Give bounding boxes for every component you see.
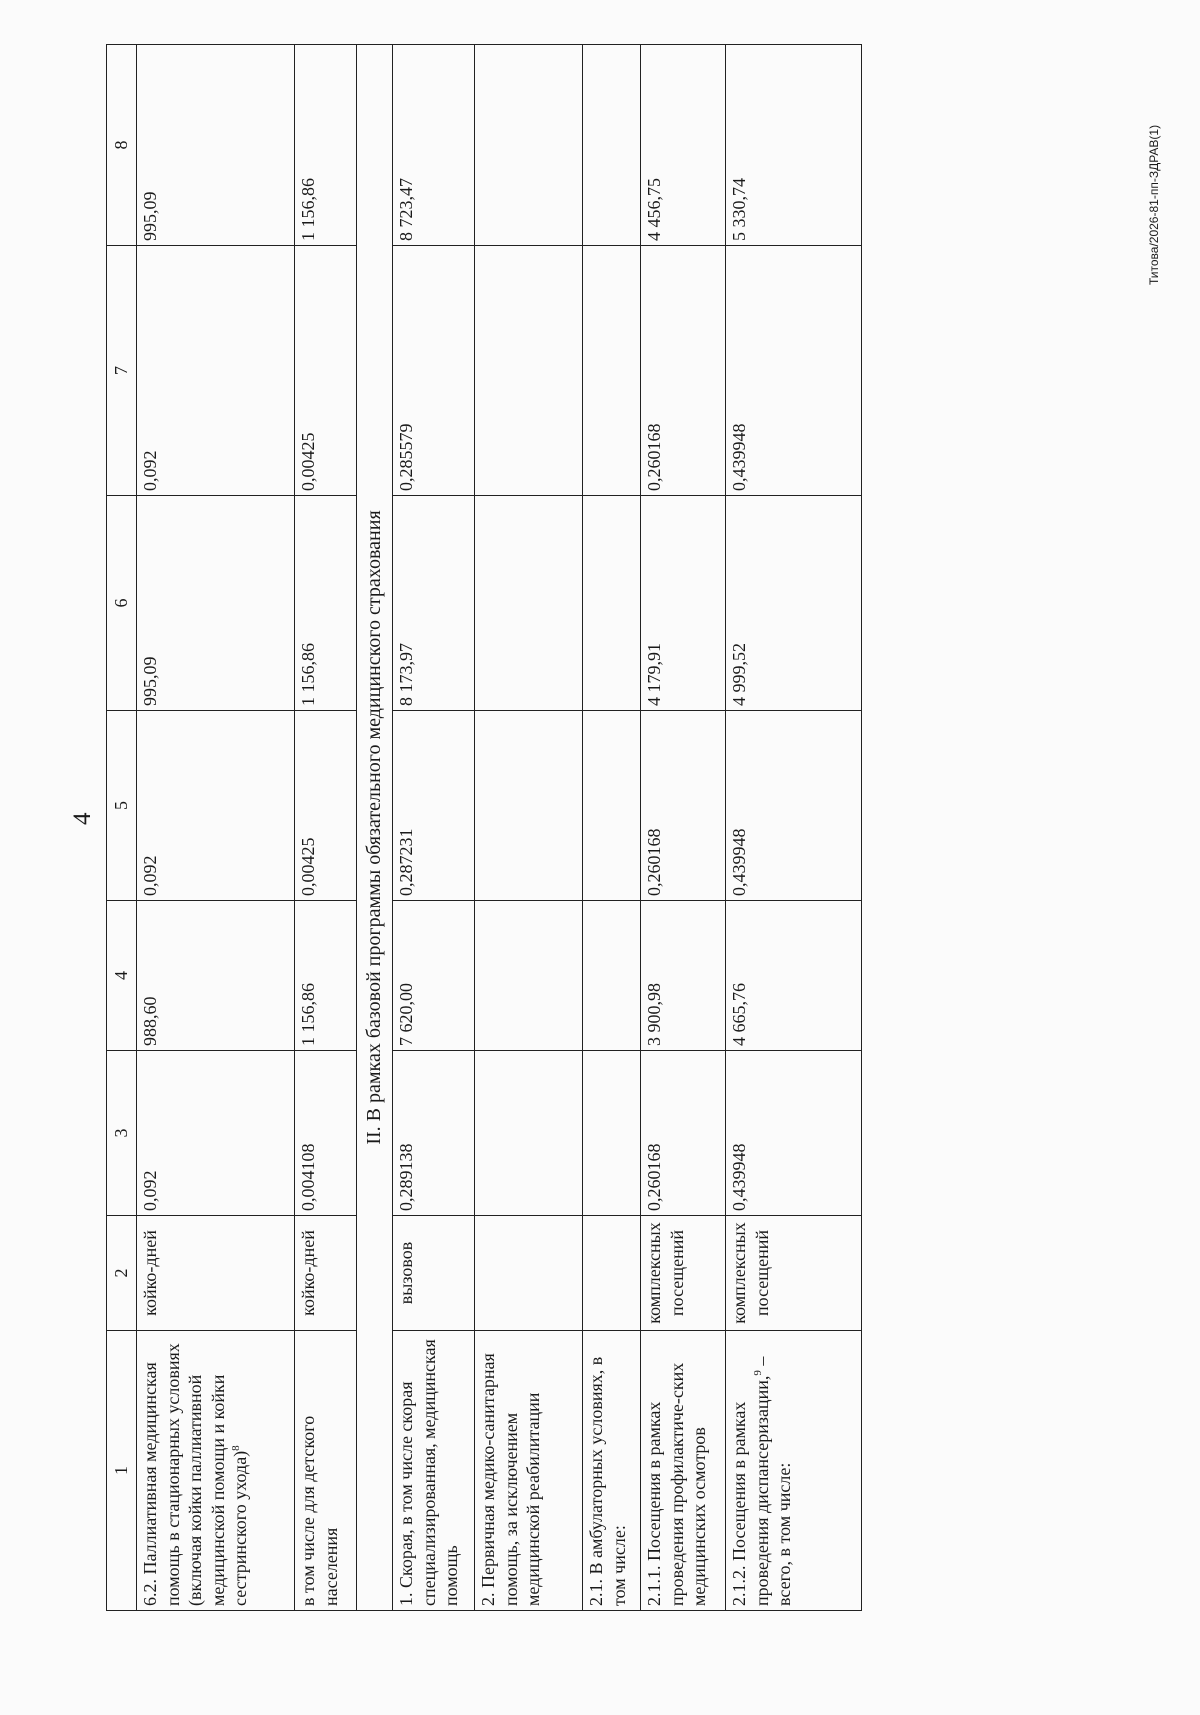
value-cell <box>475 496 583 711</box>
value-cell <box>475 901 583 1051</box>
value-cell: 988,60 <box>137 901 295 1051</box>
value-cell: 4 179,91 <box>641 496 726 711</box>
table-row <box>137 45 295 1611</box>
row-label: 2. Первичная медико-санитарная помощь, за исключением медицинской реабилитации <box>475 1331 583 1611</box>
unit-cell: койко-дней <box>137 1216 295 1331</box>
unit-cell <box>583 1216 641 1331</box>
unit-cell: комплексных посещений <box>726 1216 862 1331</box>
table-row <box>475 45 583 1611</box>
value-cell <box>583 901 641 1051</box>
value-cell <box>583 45 641 246</box>
row-label: 6.2. Паллиативная медицинская помощь в стационарных условиях (включая койки паллиативной медицинской помощи и койки сестринского ухода)$^8$ <box>137 1331 295 1611</box>
value-cell <box>583 496 641 711</box>
value-cell <box>583 246 641 496</box>
table-row <box>641 45 726 1611</box>
value-cell: 3 900,98 <box>641 901 726 1051</box>
unit-cell: вызовов <box>393 1216 475 1331</box>
value-cell: 1 156,86 <box>295 45 357 246</box>
value-cell: 4 456,75 <box>641 45 726 246</box>
page-number: 4 <box>69 812 96 825</box>
value-cell: 1 156,86 <box>295 901 357 1051</box>
value-cell: 995,09 <box>137 45 295 246</box>
header-cell: 4 <box>107 901 137 1051</box>
row-label: 1. Скорая, в том числе скорая специализированная, медицинская помощь <box>393 1331 475 1611</box>
unit-cell <box>475 1216 583 1331</box>
unit-cell: комплексных посещений <box>641 1216 726 1331</box>
value-cell: 0,00425 <box>295 246 357 496</box>
value-cell: 7 620,00 <box>393 901 475 1051</box>
value-cell: 0,004108 <box>295 1051 357 1216</box>
table-container <box>106 45 861 1611</box>
value-cell: 0,439948 <box>726 711 862 901</box>
unit-cell: койко-дней <box>295 1216 357 1331</box>
table-row <box>583 45 641 1611</box>
header-cell: 6 <box>107 496 137 711</box>
value-cell: 0,260168 <box>641 246 726 496</box>
value-cell: 0,092 <box>137 246 295 496</box>
value-cell: 0,289138 <box>393 1051 475 1216</box>
section-row <box>357 45 393 1611</box>
value-cell <box>475 45 583 246</box>
header-cell: 5 <box>107 711 137 901</box>
value-cell <box>475 711 583 901</box>
section-title: II. В рамках базовой программы обязательного медицинского страхования <box>357 45 393 1611</box>
value-cell <box>475 1051 583 1216</box>
value-cell: 0,260168 <box>641 1051 726 1216</box>
value-cell: 1 156,86 <box>295 496 357 711</box>
norms-table <box>106 44 862 1611</box>
header-cell: 8 <box>107 45 137 246</box>
header-cell: 3 <box>107 1051 137 1216</box>
value-cell <box>583 711 641 901</box>
value-cell: 0,439948 <box>726 1051 862 1216</box>
value-cell: 8 723,47 <box>393 45 475 246</box>
value-cell: 4 999,52 <box>726 496 862 711</box>
table-row <box>726 45 862 1611</box>
value-cell: 5 330,74 <box>726 45 862 246</box>
value-cell: 8 173,97 <box>393 496 475 711</box>
header-cell: 7 <box>107 246 137 496</box>
table-row <box>295 45 357 1611</box>
value-cell <box>583 1051 641 1216</box>
header-row <box>107 45 137 1611</box>
value-cell: 0,00425 <box>295 711 357 901</box>
value-cell: 0,439948 <box>726 246 862 496</box>
row-label: 2.1. В амбулаторных условиях, в том числе: <box>583 1331 641 1611</box>
row-label: 2.1.1. Посещения в рамках проведения профилактиче-ских медицинских осмотров <box>641 1331 726 1611</box>
header-cell: 2 <box>107 1216 137 1331</box>
value-cell: 0,285579 <box>393 246 475 496</box>
table-row <box>393 45 475 1611</box>
value-cell: 0,287231 <box>393 711 475 901</box>
value-cell: 0,092 <box>137 711 295 901</box>
value-cell: 0,260168 <box>641 711 726 901</box>
document-reference: Титова/2026-81-пп-ЗДРАВ(1) <box>1147 124 1161 285</box>
value-cell <box>475 246 583 496</box>
value-cell: 0,092 <box>137 1051 295 1216</box>
header-cell: 1 <box>107 1331 137 1611</box>
value-cell: 995,09 <box>137 496 295 711</box>
row-label: 2.1.2. Посещения в рамках проведения диспансеризации,$^9$ – всего, в том числе: <box>726 1331 862 1611</box>
value-cell: 4 665,76 <box>726 901 862 1051</box>
row-label: в том числе для детского населения <box>295 1331 357 1611</box>
